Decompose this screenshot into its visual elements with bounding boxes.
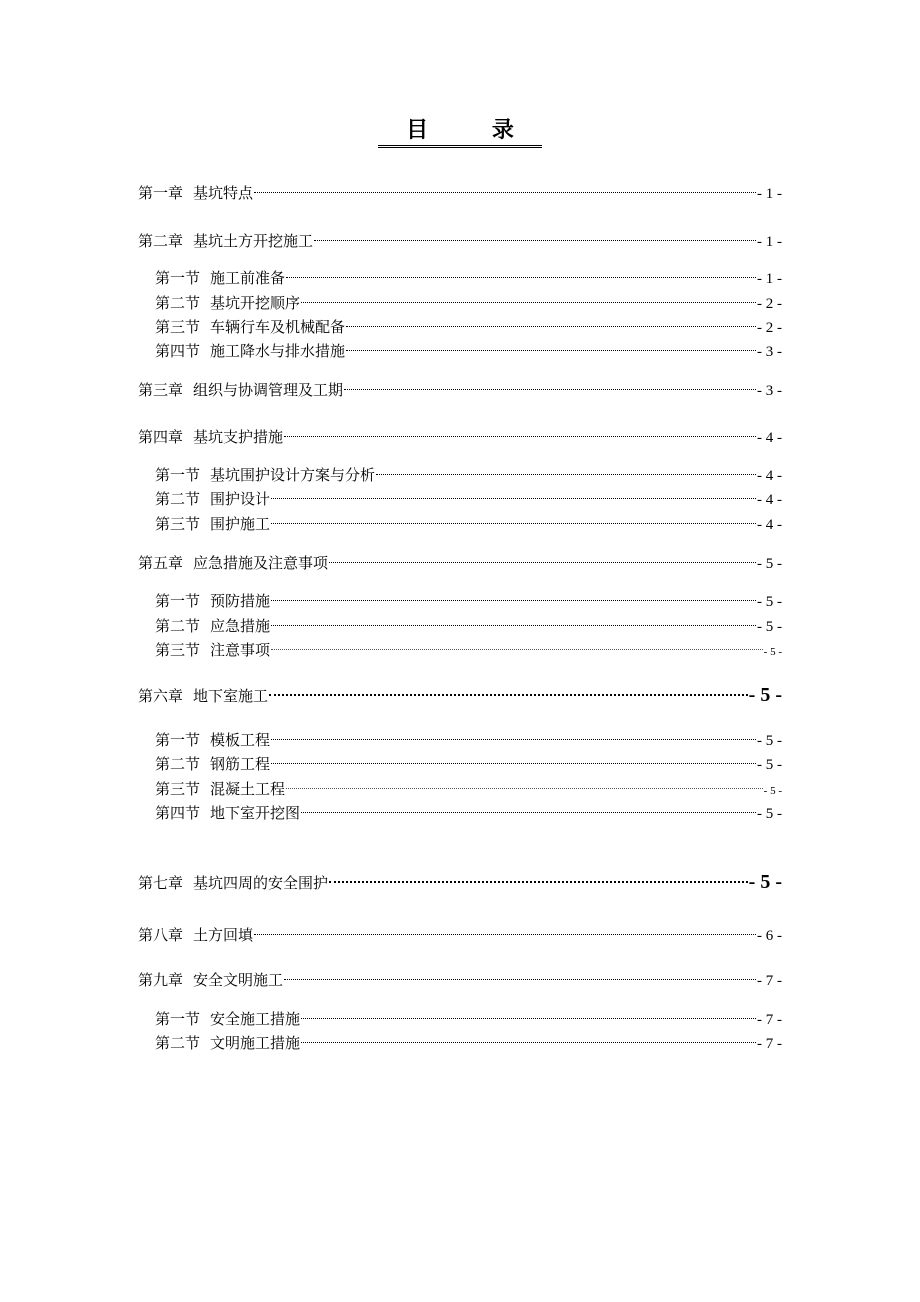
toc-entry-page: - 4 - xyxy=(757,430,782,446)
toc-entry-page: - 5 - xyxy=(748,871,782,893)
toc-entry-chapter-5[interactable] xyxy=(138,546,782,572)
toc-entry-page: - 7 - xyxy=(757,1036,782,1052)
toc-entry-title: 基坑四周的安全围护 xyxy=(193,874,329,892)
toc-entry-title: 基坑土方开挖施工 xyxy=(193,232,314,250)
toc-entry-title: 文明施工措施 xyxy=(210,1034,301,1052)
toc-entry-number: 第二节 xyxy=(155,755,201,773)
dot-leader xyxy=(301,1002,756,1024)
dot-leader xyxy=(271,482,756,504)
toc-entry-chapter-2[interactable] xyxy=(138,224,782,250)
toc-entry-section[interactable] xyxy=(155,584,782,610)
dot-leader xyxy=(286,261,756,283)
toc-entry-page: - 2 - xyxy=(757,296,782,312)
toc-entry-chapter-7[interactable] xyxy=(138,866,782,893)
toc-entry-number: 第三节 xyxy=(155,641,201,659)
toc-entry-section[interactable] xyxy=(155,796,782,822)
toc-entry-page: - 5 - xyxy=(757,556,782,572)
dot-leader xyxy=(254,918,756,940)
toc-entry-title: 围护设计 xyxy=(210,490,271,508)
toc-entry-number: 第二节 xyxy=(155,1034,201,1052)
dot-leader xyxy=(376,458,756,480)
toc-entry-title: 围护施工 xyxy=(210,515,271,533)
toc-entry-section[interactable] xyxy=(155,609,782,635)
toc-entry-page: - 4 - xyxy=(757,492,782,508)
toc-entry-page: - 5 - xyxy=(748,684,782,706)
toc-entry-page: - 1 - xyxy=(757,234,782,250)
toc-entry-section[interactable] xyxy=(155,507,782,533)
toc-entry-number: 第一节 xyxy=(155,731,201,749)
toc-entry-number: 第七章 xyxy=(138,874,184,892)
dot-leader xyxy=(271,747,756,769)
toc-entry-number: 第五章 xyxy=(138,554,184,572)
toc-entry-number: 第三章 xyxy=(138,381,184,399)
toc-entry-page: - 5 - xyxy=(757,733,782,749)
toc-entry-section[interactable] xyxy=(155,1002,782,1028)
toc-entry-title: 应急措施及注意事项 xyxy=(193,554,329,572)
toc-entry-number: 第一节 xyxy=(155,592,201,610)
dot-leader xyxy=(269,679,748,701)
toc-entry-title: 组织与协调管理及工期 xyxy=(193,381,344,399)
toc-entry-section[interactable] xyxy=(155,286,782,312)
toc-entry-section[interactable] xyxy=(155,633,782,659)
toc-entry-title: 基坑支护措施 xyxy=(193,428,284,446)
toc-entry-number: 第二节 xyxy=(155,490,201,508)
toc-entry-title: 地下室开挖图 xyxy=(210,804,301,822)
toc-entry-title: 基坑围护设计方案与分析 xyxy=(210,466,376,484)
toc-entry-section[interactable] xyxy=(155,723,782,749)
toc-entry-title: 施工降水与排水措施 xyxy=(210,342,346,360)
toc-entry-chapter-8[interactable] xyxy=(138,918,782,944)
toc-entry-title: 地下室施工 xyxy=(193,687,269,705)
toc-entry-chapter-1[interactable] xyxy=(138,176,782,202)
toc-entry-number: 第一章 xyxy=(138,184,184,202)
toc-entry-title: 混凝土工程 xyxy=(210,780,286,798)
toc-entry-title: 车辆行车及机械配备 xyxy=(210,318,346,336)
toc-entry-title: 施工前准备 xyxy=(210,269,286,287)
toc-entry-section[interactable] xyxy=(155,458,782,484)
dot-leader xyxy=(329,866,748,888)
toc-entry-number: 第九章 xyxy=(138,971,184,989)
dot-leader xyxy=(286,772,763,794)
toc-entry-chapter-9[interactable] xyxy=(138,963,782,989)
toc-entry-page: - 4 - xyxy=(757,517,782,533)
dot-leader xyxy=(346,310,756,332)
toc-title xyxy=(0,116,920,148)
toc-entry-title: 土方回填 xyxy=(193,926,254,944)
toc-entry-section[interactable] xyxy=(155,747,782,773)
toc-entry-title: 基坑开挖顺序 xyxy=(210,294,301,312)
toc-entry-number: 第二章 xyxy=(138,232,184,250)
toc-entry-page: - 7 - xyxy=(757,973,782,989)
toc-entry-page: - 3 - xyxy=(757,383,782,399)
toc-entry-number: 第三节 xyxy=(155,515,201,533)
toc-entry-chapter-4[interactable] xyxy=(138,420,782,446)
toc-entry-number: 第三节 xyxy=(155,318,201,336)
toc-entry-number: 第四章 xyxy=(138,428,184,446)
toc-entry-page: - 5 - xyxy=(757,594,782,610)
toc-entry-section[interactable] xyxy=(155,334,782,360)
toc-entry-page: - 1 - xyxy=(757,186,782,202)
toc-entry-number: 第三节 xyxy=(155,780,201,798)
toc-entry-title: 钢筋工程 xyxy=(210,755,271,773)
dot-leader xyxy=(271,609,756,631)
toc-entry-section[interactable] xyxy=(155,1026,782,1052)
toc-entry-page: - 5 - xyxy=(757,806,782,822)
toc-entry-title: 应急措施 xyxy=(210,617,271,635)
toc-entry-page: - 6 - xyxy=(757,928,782,944)
toc-entry-number: 第一节 xyxy=(155,466,201,484)
toc-entry-page: - 5 - xyxy=(763,646,782,658)
toc-entry-chapter-6[interactable] xyxy=(138,679,782,706)
toc-entry-number: 第二节 xyxy=(155,294,201,312)
toc-entry-title: 预防措施 xyxy=(210,592,271,610)
toc-entry-number: 第八章 xyxy=(138,926,184,944)
dot-leader xyxy=(346,334,756,356)
toc-title-text: 目 录 xyxy=(378,117,542,148)
toc-entry-page: - 5 - xyxy=(757,757,782,773)
toc-entry-page: - 5 - xyxy=(757,619,782,635)
dot-leader xyxy=(271,633,763,655)
toc-entry-page: - 4 - xyxy=(757,468,782,484)
toc-entry-page: - 1 - xyxy=(757,271,782,287)
toc-entry-section[interactable] xyxy=(155,482,782,508)
toc-entry-page: - 2 - xyxy=(757,320,782,336)
toc-entry-number: 第四节 xyxy=(155,342,201,360)
toc-entry-title: 基坑特点 xyxy=(193,184,254,202)
toc-entry-number: 第二节 xyxy=(155,617,201,635)
toc-entry-title: 安全文明施工 xyxy=(193,971,284,989)
dot-leader xyxy=(271,507,756,529)
toc-entry-title: 模板工程 xyxy=(210,731,271,749)
toc-entry-number: 第一节 xyxy=(155,1010,201,1028)
toc-entry-number: 第一节 xyxy=(155,269,201,287)
toc-entry-section[interactable] xyxy=(155,310,782,336)
toc-entry-page: - 3 - xyxy=(757,344,782,360)
dot-leader xyxy=(284,420,756,442)
dot-leader xyxy=(314,224,756,246)
toc-entry-section[interactable] xyxy=(155,772,782,798)
dot-leader xyxy=(301,1026,756,1048)
toc-entry-section[interactable] xyxy=(155,261,782,287)
toc-entry-chapter-3[interactable] xyxy=(138,373,782,399)
dot-leader xyxy=(271,723,756,745)
dot-leader xyxy=(301,796,756,818)
dot-leader xyxy=(284,963,756,985)
toc-entry-page: - 7 - xyxy=(757,1012,782,1028)
dot-leader xyxy=(344,373,756,395)
dot-leader xyxy=(329,546,756,568)
toc-entry-page: - 5 - xyxy=(763,785,782,797)
dot-leader xyxy=(254,176,756,198)
toc-entry-number: 第六章 xyxy=(138,687,184,705)
toc-entry-title: 注意事项 xyxy=(210,641,271,659)
toc-entry-number: 第四节 xyxy=(155,804,201,822)
toc-entry-title: 安全施工措施 xyxy=(210,1010,301,1028)
dot-leader xyxy=(271,584,756,606)
dot-leader xyxy=(301,286,756,308)
